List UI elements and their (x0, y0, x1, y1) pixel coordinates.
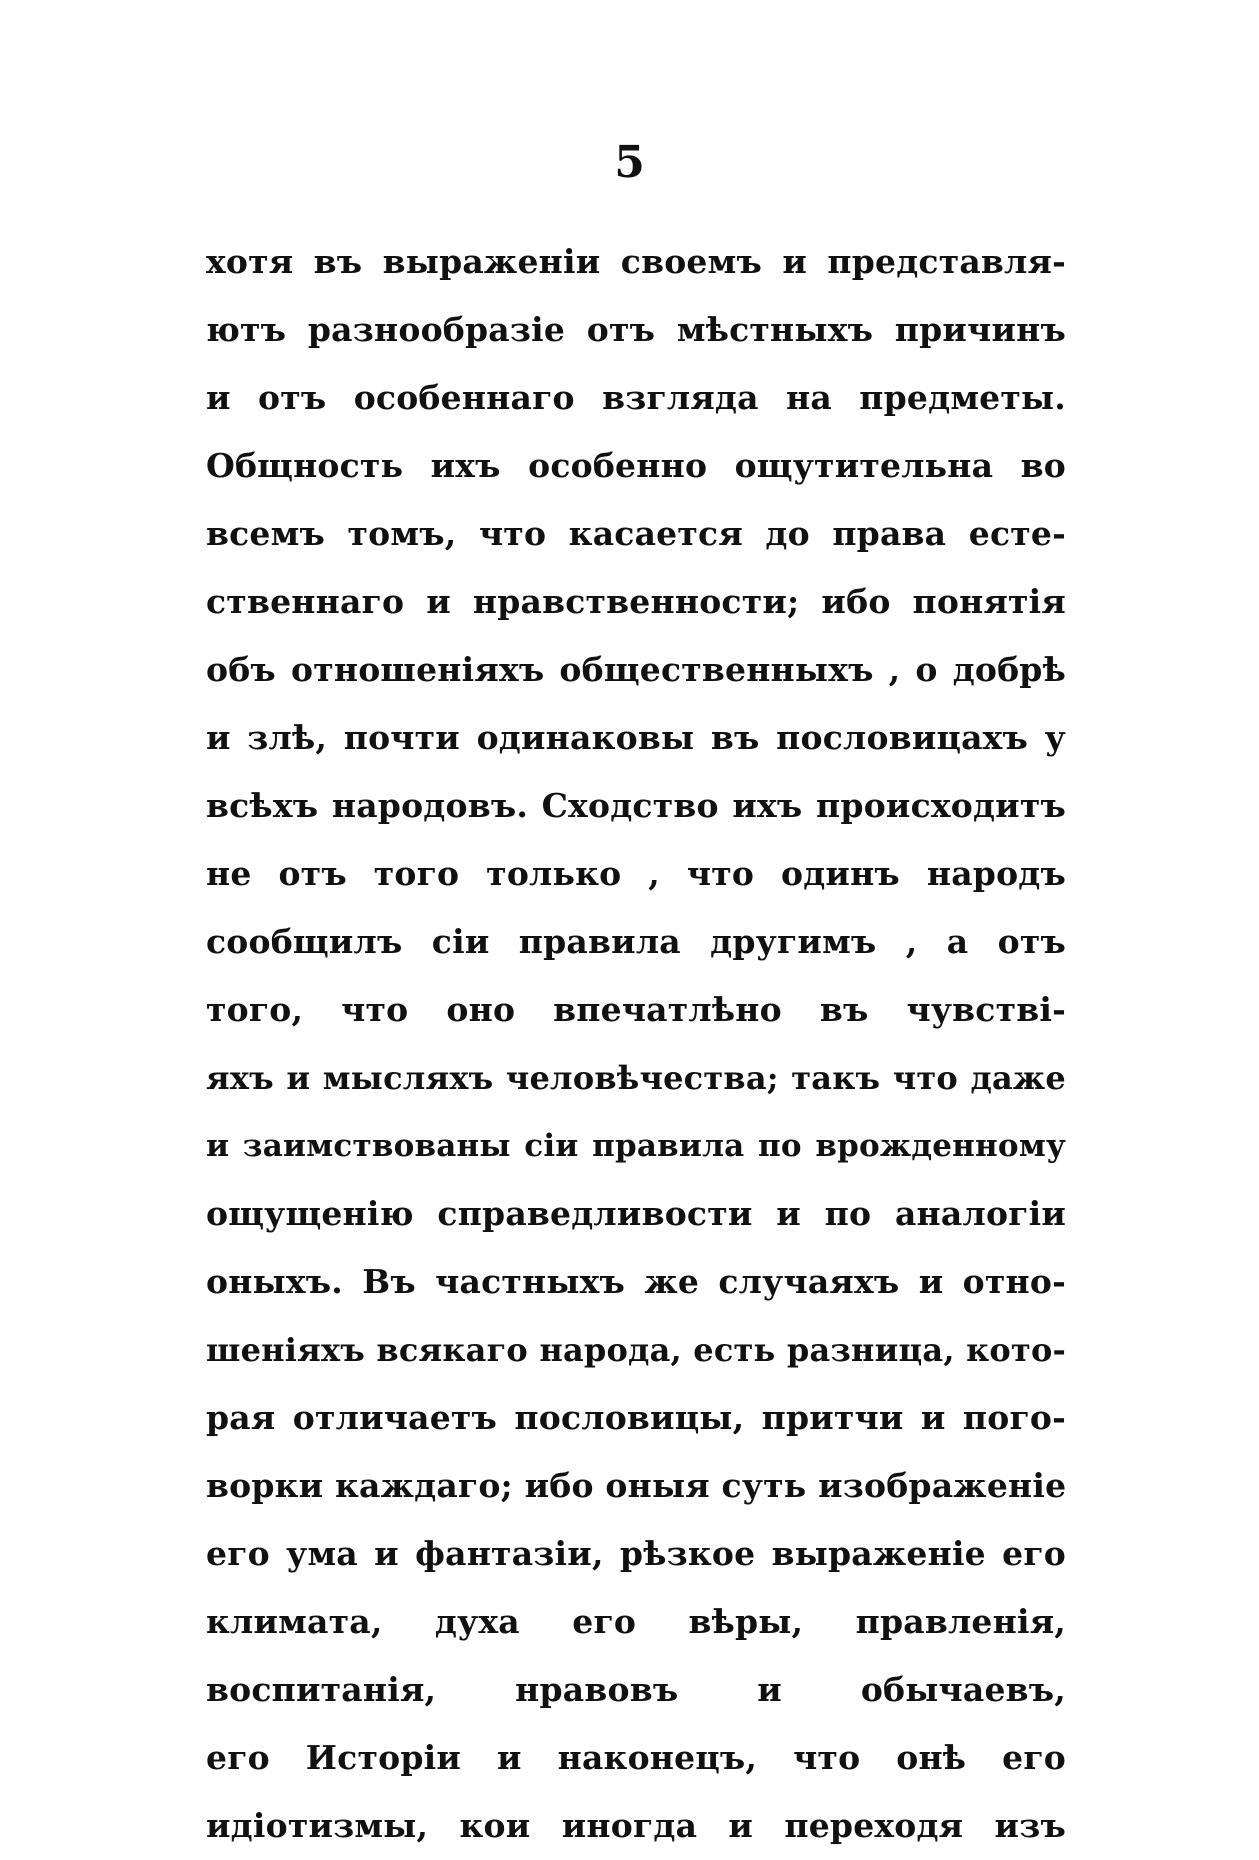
text-line: сообщилъ сіи правила другимъ , а отъ (206, 922, 1066, 961)
text-line: идіотизмы, кои иногда и переходя изъ (206, 1806, 1066, 1845)
text-line: его Исторіи и наконецъ, что онѣ его (206, 1738, 1066, 1777)
text-line: воспитанія, нравовъ и обычаевъ, (206, 1670, 1066, 1709)
page-number: 5 (614, 137, 645, 188)
text-line: и злѣ, почти одинаковы въ пословицахъ у (206, 718, 1066, 757)
text-line: хотя въ выраженіи своемъ и представля- (206, 242, 1066, 281)
text-line: и отъ особеннаго взгляда на предметы. (206, 378, 1066, 417)
text-line: яхъ и мысляхъ человѣчества; такъ что даже (206, 1059, 1066, 1097)
text-line: ютъ разнообразіе отъ мѣстныхъ причинъ (206, 310, 1066, 349)
body-text (206, 228, 1066, 1860)
text-line: Общность ихъ особенно ощутительна во (206, 446, 1066, 485)
text-line: климата, духа его вѣры, правленія, (206, 1602, 1066, 1641)
text-line: ощущенію справедливости и по аналогіи (206, 1194, 1066, 1233)
text-line: не отъ того только , что одинъ народъ (206, 854, 1066, 893)
text-line: оныхъ. Въ частныхъ же случаяхъ и отно- (206, 1262, 1066, 1301)
text-line: шеніяхъ всякаго народа, есть разница, кото- (206, 1331, 1066, 1369)
text-line: его ума и фантазіи, рѣзкое выраженіе его (206, 1534, 1066, 1573)
text-line: и заимствованы сіи правила по врожденному (206, 1128, 1066, 1164)
text-line: ворки каждаго; ибо оныя суть изображеніе (206, 1466, 1067, 1505)
text-line: всемъ томъ, что касается до права есте- (206, 514, 1066, 553)
text-line: рая отличаетъ пословицы, притчи и пого- (206, 1398, 1066, 1437)
text-line: того, что оно впечатлѣно въ чувствi- (206, 990, 1066, 1029)
text-line: ственнаго и нравственности; ибо понятія (206, 582, 1066, 621)
text-line: всѣхъ народовъ. Сходство ихъ происходитъ (206, 786, 1066, 825)
text-line: объ отношеніяхъ общественныхъ , о добрѣ (206, 650, 1066, 689)
